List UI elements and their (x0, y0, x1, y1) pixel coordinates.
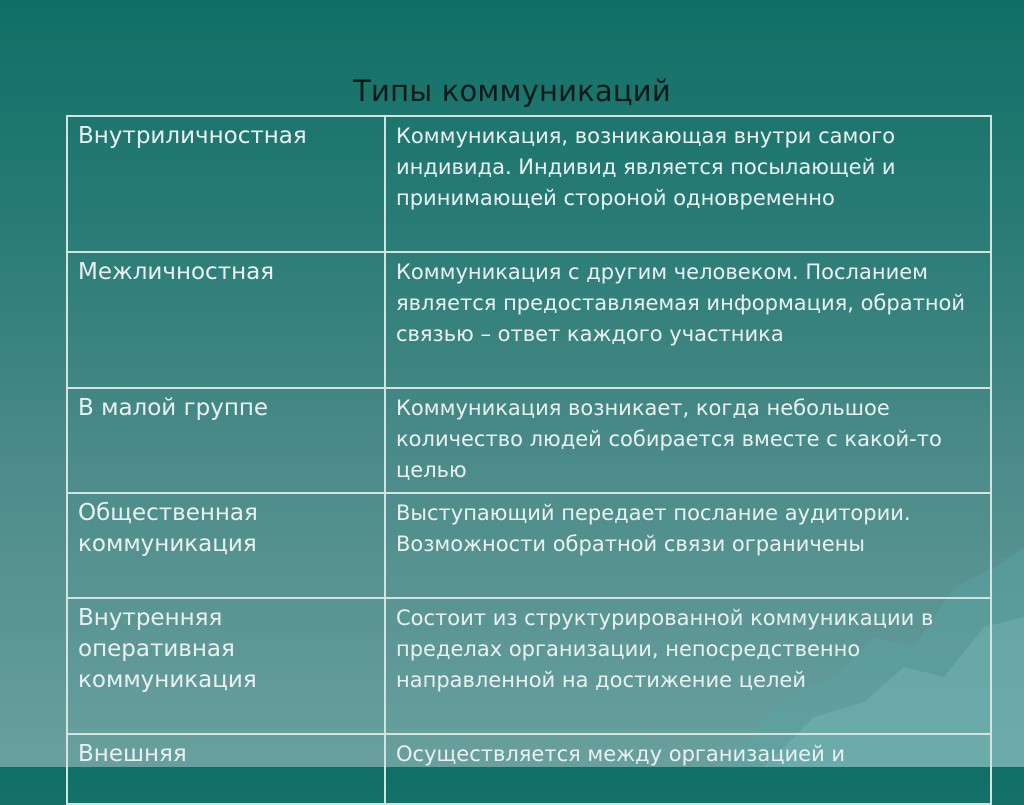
description-cell: Осуществляется между организацией и (385, 734, 991, 804)
table-row (67, 388, 991, 493)
type-cell: В малой группе (67, 388, 385, 493)
table-row (67, 734, 991, 804)
table-row (67, 493, 991, 598)
description-cell: Коммуникация, возникающая внутри самого индивида. Индивид является посылающей и принимающей стороной одновременно (385, 116, 991, 252)
table-row (67, 598, 991, 734)
description-cell: Состоит из структурированной коммуникации в пределах организации, непосредственно направленной на достижение целей (385, 598, 991, 734)
communication-types-table (66, 115, 992, 805)
type-cell: Внешняя (67, 734, 385, 804)
table-row (67, 116, 991, 252)
type-cell: Внутриличностная (67, 116, 385, 252)
description-cell: Коммуникация с другим человеком. Посланием является предоставляемая информация, обратной связью – ответ каждого участника (385, 252, 991, 388)
table-row (67, 252, 991, 388)
description-cell: Выступающий передает послание аудитории. Возможности обратной связи ограничены (385, 493, 991, 598)
slide-title: Типы коммуникаций (353, 74, 671, 108)
type-cell: Общественная коммуникация (67, 493, 385, 598)
description-cell: Коммуникация возникает, когда небольшое количество людей собирается вместе с какой-то целью (385, 388, 991, 493)
type-cell: Внутренняя оперативная коммуникация (67, 598, 385, 734)
type-cell: Межличностная (67, 252, 385, 388)
